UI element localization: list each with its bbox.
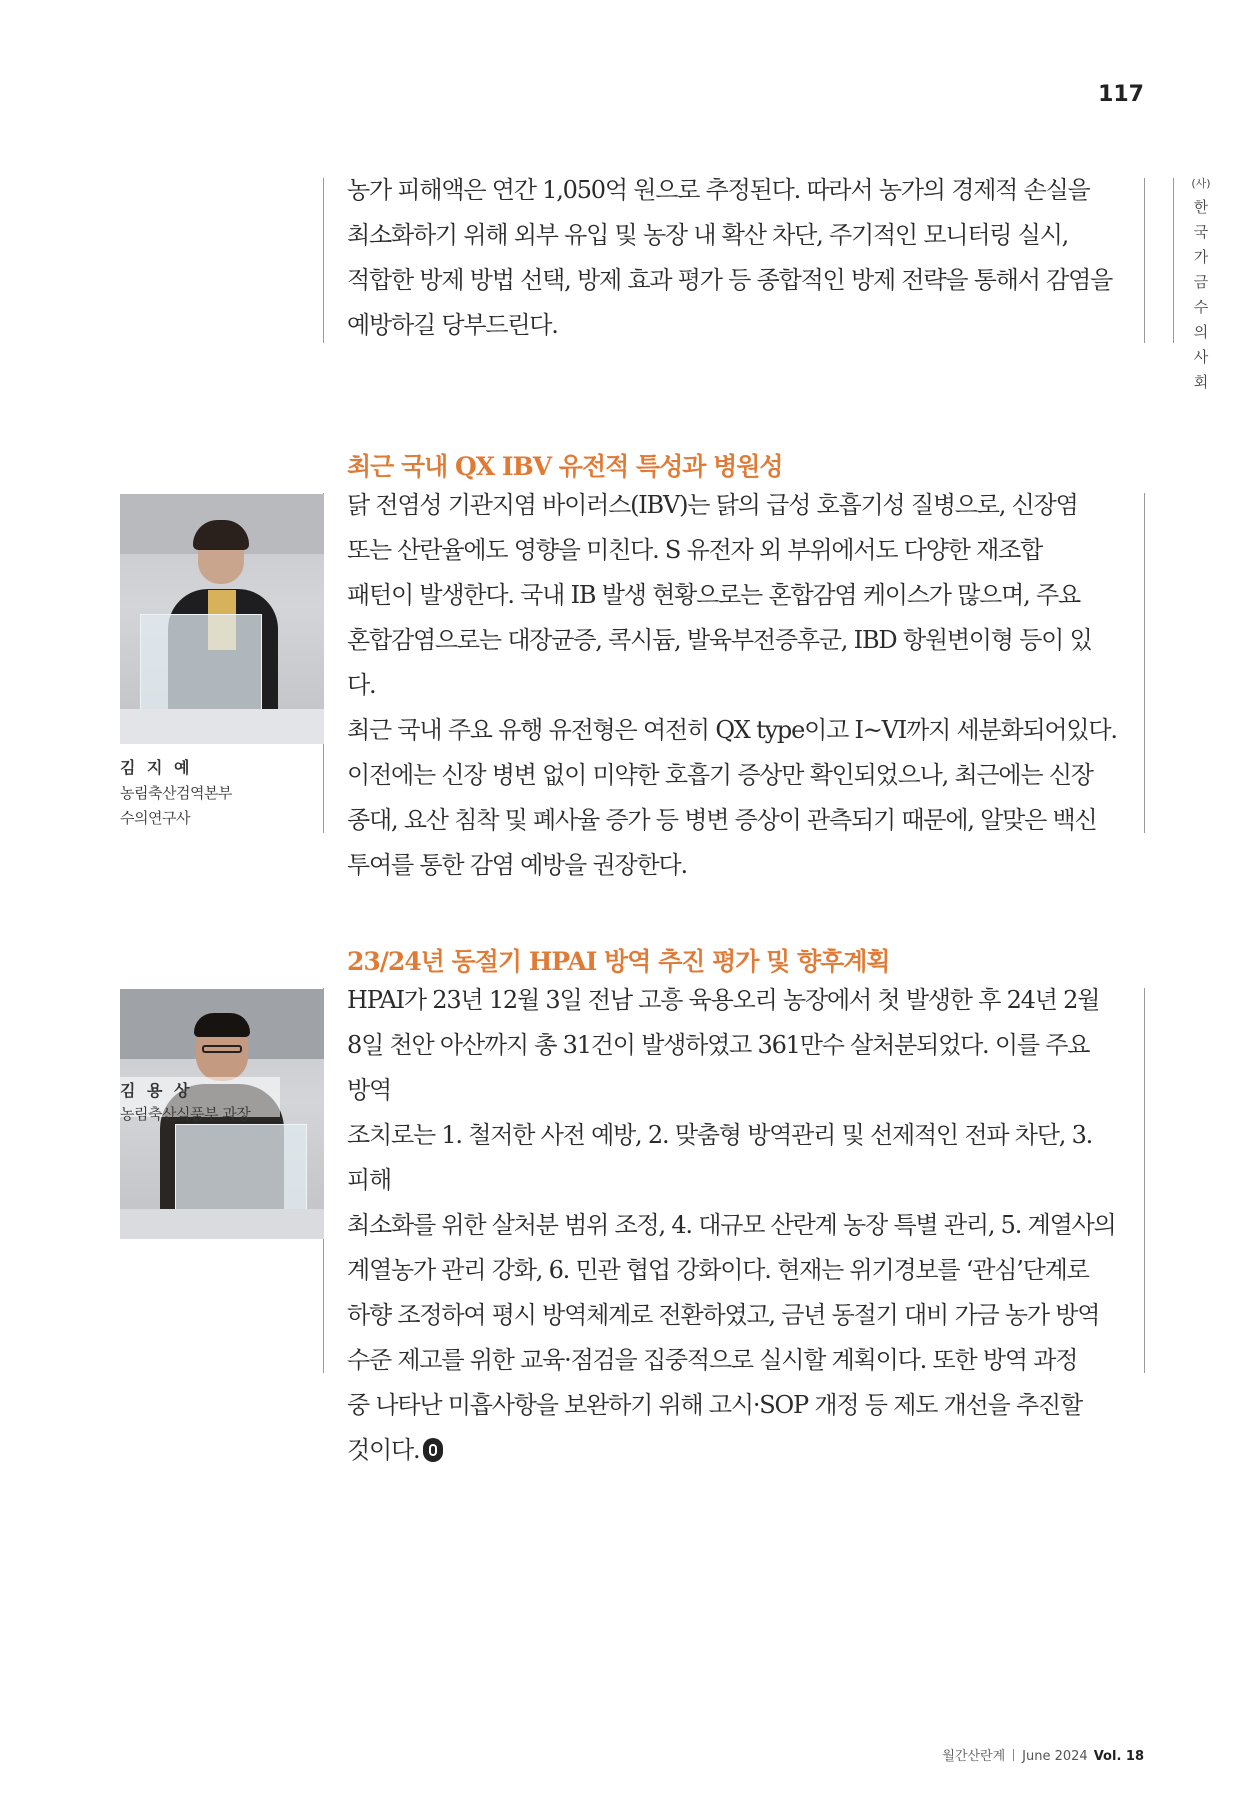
text-line: 적합한 방제 방법 선택, 방제 효과 평가 등 종합적인 방제 전략을 통해서 감염을 [347,266,1113,294]
text-line: 이전에는 신장 병변 없이 미약한 호흡기 증상만 확인되었으나, 최근에는 신장 [347,761,1093,789]
text-line: 최소화를 위한 살처분 범위 조정, 4. 대규모 산란계 농장 특별 관리, 5. 계열사의 [347,1211,1116,1239]
text-line: 혼합감염으로는 대장균증, 콕시듐, 발육부전증후군, IBD 항원변이형 등이 있다. [347,626,1092,699]
divider-line [1144,493,1145,833]
section1-heading: 최근 국내 QX IBV 유전적 특성과 병원성 [347,452,783,481]
divider-line [1173,178,1174,343]
text-line: 또는 산란율에도 영향을 미친다. S 유전자 외 부위에서도 다양한 재조합 [347,536,1043,564]
divider-line [323,178,324,343]
side-label-char: 가 [1193,248,1209,266]
podium-base [120,1209,324,1239]
text-line: 것이다. [347,1436,420,1464]
section2-heading: 23/24년 동절기 HPAI 방역 추진 평가 및 향후계획 [347,947,890,976]
issue-date: June 2024 [1022,1749,1088,1764]
page-number: 117 [1098,82,1144,107]
section1-paragraph [347,483,1117,888]
text-line: 예방하길 당부드린다. [347,311,558,339]
speaker-photo-kim-jiye [120,494,324,744]
speaker-org: 농림축산검역본부 [120,784,232,802]
text-line: 농가 피해액은 연간 1,050억 원으로 추정된다. 따라서 농가의 경제적 손실을 [347,176,1090,204]
side-label-char: 수 [1193,298,1209,316]
speaker-hair [194,1013,250,1037]
speaker-caption-kim-jiye [120,755,232,831]
page-footer [942,1745,1144,1764]
side-label-char: 의 [1193,323,1209,341]
text-line: 조치로는 1. 철저한 사전 예방, 2. 맞춤형 방역관리 및 선제적인 전파 차단, 3. 피해 [347,1121,1093,1194]
text-line: 패턴이 발생한다. 국내 IB 발생 현황으로는 혼합감염 케이스가 많으며, 주요 [347,581,1080,609]
side-label-char: 한 [1193,198,1209,216]
speaker-name: 김 용 상 [120,1081,193,1100]
magazine-name: 월간산란계 [942,1749,1006,1764]
side-label-chars [1190,195,1212,395]
intro-paragraph [347,168,1117,348]
side-label-prefix: (사) [1191,177,1211,190]
volume-number: Vol. 18 [1093,1749,1144,1764]
section2-paragraph [347,978,1117,1473]
side-label-char: 회 [1193,373,1209,391]
speaker-org: 농림축산식품부 과장 [120,1105,251,1123]
speaker-name: 김 지 예 [120,758,193,777]
text-line: 계열농가 관리 강화, 6. 민관 협업 강화이다. 현재는 위기경보를 ‘관심’단계로 [347,1256,1089,1284]
side-label-char: 사 [1193,348,1209,366]
podium-base [120,709,324,744]
text-line: 최소화하기 위해 외부 유입 및 농장 내 확산 차단, 주기적인 모니터링 실시, [347,221,1069,249]
side-label-char: 국 [1193,223,1209,241]
divider-line [1144,988,1145,1373]
side-vertical-label [1190,175,1212,395]
speaker-title: 수의연구사 [120,809,190,827]
end-mark-icon [423,1438,443,1462]
text-line: HPAI가 23년 12월 3일 전남 고흥 육용오리 농장에서 첫 발생한 후 24년 2월 [347,986,1100,1014]
footer-separator [1013,1749,1014,1761]
text-line: 종대, 요산 침착 및 폐사율 증가 등 병변 증상이 관측되기 때문에, 알맞은 백신 [347,806,1097,834]
divider-line [1144,178,1145,343]
text-line: 중 나타난 미흡사항을 보완하기 위해 고시·SOP 개정 등 제도 개선을 추진할 [347,1391,1082,1419]
speaker-caption-kim-yongsang [120,1078,250,1124]
text-line: 최근 국내 주요 유행 유전형은 여전히 QX type이고 I~VI까지 세분화되어있다. [347,716,1117,744]
speaker-glasses [202,1045,242,1053]
text-line: 8일 천안 아산까지 총 31건이 발생하였고 361만수 살처분되었다. 이를 주요 방역 [347,1031,1090,1104]
text-line: 투여를 통한 감염 예방을 권장한다. [347,851,687,879]
text-line: 하향 조정하여 평시 방역체계로 전환하였고, 금년 동절기 대비 가금 농가 방역 [347,1301,1100,1329]
side-label-char: 금 [1193,273,1209,291]
text-line: 닭 전염성 기관지염 바이러스(IBV)는 닭의 급성 호흡기성 질병으로, 신장염 [347,491,1078,519]
text-line: 수준 제고를 위한 교육·점검을 집중적으로 실시할 계획이다. 또한 방역 과정 [347,1346,1078,1374]
